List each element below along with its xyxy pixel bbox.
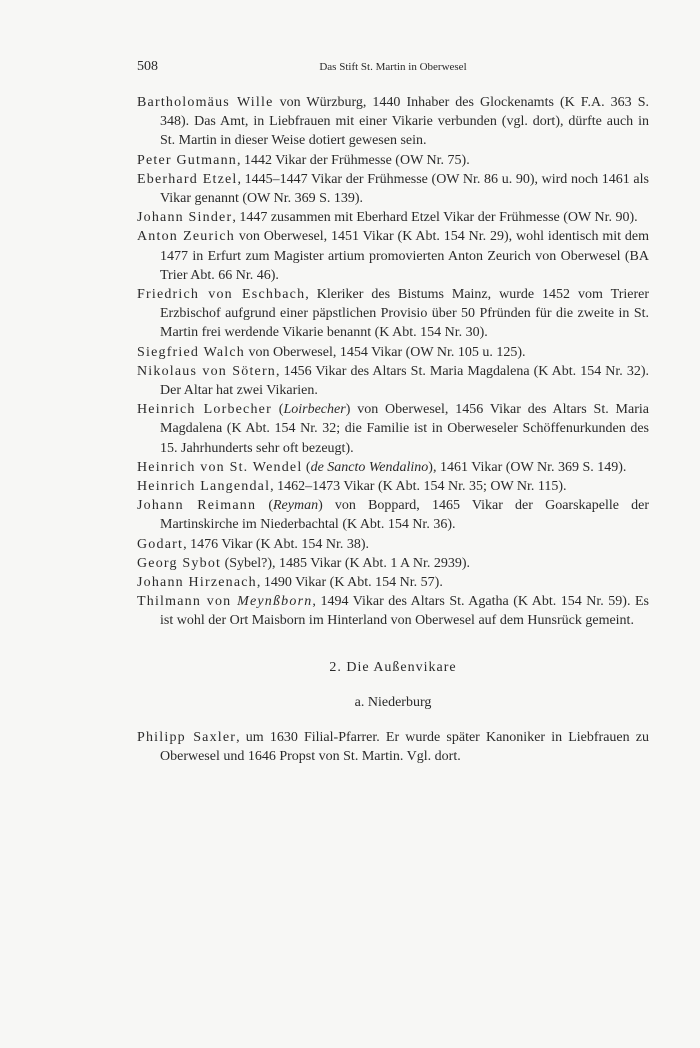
vicar-details: , 1476 Vikar (K Abt. 154 Nr. 38). [183,536,370,552]
vicar-details: von Oberwesel, 1454 Vikar (OW Nr. 105 u. 125). [244,344,526,360]
vicar-name: Anton Zeurich [137,229,236,245]
name-variant: de Sancto Wendalino [310,459,429,475]
vicar-entry [137,362,649,400]
vicar-entry [137,343,649,362]
vicar-entry [137,285,649,343]
vicar-entry [137,592,649,630]
vicar-details: , 1494 Vikar des Altars St. Agatha (K Abt. 154 Nr. 59). Es ist wohl der Ort Maisborn im Hinterland von Oberwesel auf dem Hunsrück gemeint. [160,594,649,629]
vicar-list [137,93,649,631]
vicar-name: Friedrich von Eschbach [137,287,306,303]
vicar-details: , 1490 Vikar (K Abt. 154 Nr. 57). [256,575,443,591]
vicar-details: , 1442 Vikar der Frühmesse (OW Nr. 75). [236,152,470,168]
vicar-details: von Oberwesel, 1456 Vikar des Altars St. Maria Magdalena (K Abt. 154 Nr. 32; die Familie ist in Oberweseler Schöffenurkunden des 15. Jahrhunderts sehr oft bezeugt). [160,402,649,456]
vicar-entry [137,151,649,170]
subsection-heading: a. Niederburg [354,694,432,710]
running-head: Das Stift St. Martin in Oberwesel [319,61,467,73]
vicar-entry [137,477,649,496]
vicar-name: Johann Reimann [137,498,257,514]
vicar-name: Johann Sinder [137,210,233,226]
vicar-details: von Würzburg, 1440 Inhaber des Glockenamts (K F.A. 363 S. 348). Das Amt, in Liebfrauen mit einer Vikarie verbunden (vgl. dort), dürfte auch in St. Martin in dieser Weise dotiert gewesen sein. [160,95,649,149]
vicar-details: von Boppard, 1465 Vikar der Goarskapelle der Martinskirche im Niederbachtal (K Abt. 154 Nr. 36). [160,498,649,533]
vicar-details: , 1447 zusammen mit Eberhard Etzel Vikar der Frühmesse (OW Nr. 90). [232,210,638,226]
vicar-name: Godart [137,536,184,552]
vicar-entry [137,227,649,285]
vicar-entry [137,170,649,208]
vicar-name: Thilmann von [137,594,238,610]
name-variant: Reyman [273,498,319,514]
vicar-entry: Heinrich von St. Wendel (de Sancto Wendalino), 1461 Vikar (OW Nr. 369 S. 149). [137,459,627,475]
vicar-details: , 1445–1447 Vikar der Frühmesse (OW Nr. 86 u. 90), wird noch 1461 als Vikar genannt (OW Nr. 369 S. 139). [160,171,649,207]
vicar-entry [137,93,649,151]
vicar-entry: Johann Reimann (Reyman) von Boppard, 1465 Vikar der Goarskapelle der Martinskirche im Niederbachtal (K Abt. 154 Nr. 36). [137,498,649,533]
page-number: 508 [137,59,158,74]
page-body [137,93,649,766]
vicar-details: , um 1630 Filial-Pfarrer. Er wurde später Kanoniker in Liebfrauen zu Oberwesel und 1646 Propst von St. Martin. Vgl. dort. [160,729,649,764]
vicar-details: , Kleriker des Bistums Mainz, wurde 1452 vom Trierer Erzbischof aufgrund einer päpstlichen Provisio über 50 Pfründen für die zweite in St. Martin frei werdende Vikarie benannt (K Abt. 154 Nr. 30). [160,287,649,341]
vicar-name: Johann Hirzenach [137,575,257,591]
vicar-entry [137,208,649,227]
vicar-entry [137,554,649,573]
vicar-name: Heinrich Langendal [137,479,271,495]
vicar-entry: Heinrich Lorbecher (Loirbecher) von Oberwesel, 1456 Vikar des Altars St. Maria Magdalena (K Abt. 154 Nr. 32; die Familie ist in Oberweseler Schöffenurkunden des 15. Jahrhunderts sehr oft bezeugt). [137,402,649,456]
vicar-name: Heinrich Lorbecher [137,402,272,418]
section-heading: 2. Die Außenvikare [329,659,457,675]
page-header [137,59,649,79]
vicar-name: Peter Gutmann [137,152,237,168]
vicar-details: , 1456 Vikar des Altars St. Maria Magdalena (K Abt. 154 Nr. 32). Der Altar hat zwei Vikarien. [160,363,649,399]
vicar-name: Philipp Saxler [137,729,237,745]
vicar-details: von Oberwesel, 1451 Vikar (K Abt. 154 Nr. 29), wohl identisch mit dem 1477 in Erfurt zum Magister artium promovierten Anton Zeurich von Oberwesel (BA Trier Abt. 66 Nr. 46). [160,229,650,283]
vicar-name: Bartholomäus Wille [137,95,274,110]
vicar-details: , 1462–1473 Vikar (K Abt. 154 Nr. 35; OW Nr. 115). [270,479,567,495]
vicar-name: Eberhard Etzel [137,171,238,187]
vicar-name: Siegfried Walch [137,344,245,360]
vicar-name: Georg Sybot [137,555,222,571]
vicar-name: Heinrich von St. Wendel [137,459,303,475]
vicar-details: , 1461 Vikar (OW Nr. 369 S. 149). [432,459,627,475]
vicar-details: (Sybel?), 1485 Vikar (K Abt. 1 A Nr. 2939). [221,555,471,571]
vicar-entry [137,573,649,592]
vicar-entry [137,535,649,554]
name-variant: Loirbecher [283,402,346,418]
vicar-name-italic: Meynßborn [237,594,313,610]
vicar-entry-final [137,728,649,766]
vicar-name: Nikolaus von Sötern [137,363,277,379]
